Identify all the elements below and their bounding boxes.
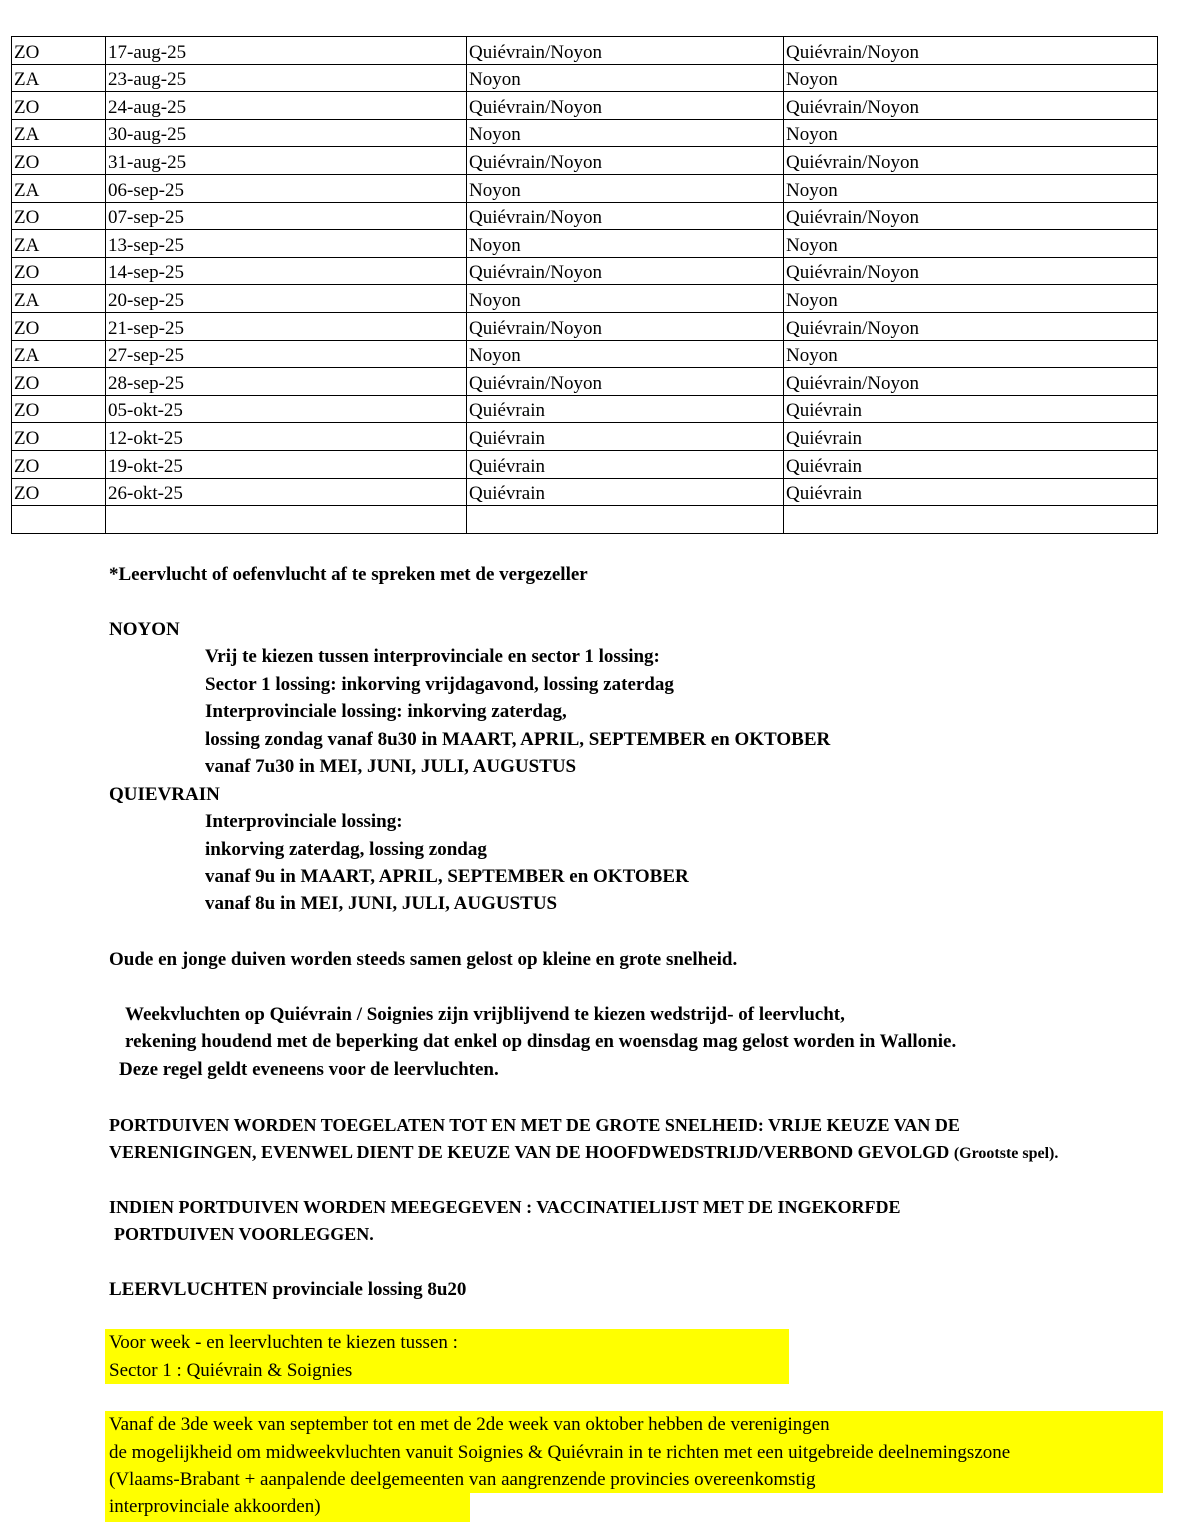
- cell-date: 20-sep-25: [106, 285, 467, 313]
- cell-date: 12-okt-25: [106, 423, 467, 451]
- cell-location-alt: Noyon: [784, 285, 1158, 313]
- cell-location-alt: Noyon: [784, 174, 1158, 202]
- same-release-note: Oude en jonge duiven worden steeds samen gelost op kleine en grote snelheid.: [109, 949, 738, 970]
- cell-day: ZO: [12, 423, 106, 451]
- cell-date: 14-sep-25: [106, 257, 467, 285]
- highlight-line: interprovinciale akkoorden): [109, 1496, 321, 1517]
- cell-location-alt: Quiévrain/Noyon: [784, 202, 1158, 230]
- cell-location: Noyon: [467, 230, 784, 258]
- table-row: [12, 312, 1158, 340]
- noyon-line: lossing zondag vanaf 8u30 in MAART, APRIL, SEPTEMBER en OKTOBER: [205, 729, 831, 750]
- quievrain-heading: QUIEVRAIN: [109, 784, 220, 805]
- noyon-line: vanaf 7u30 in MEI, JUNI, JULI, AUGUSTUS: [205, 756, 577, 777]
- cell-location-alt: Quiévrain/Noyon: [784, 147, 1158, 175]
- cell-day: ZO: [12, 257, 106, 285]
- vaccination-line: INDIEN PORTDUIVEN WORDEN MEEGEGEVEN : VACCINATIELIJST MET DE INGEKORFDE: [109, 1197, 901, 1217]
- schedule-table: [11, 36, 1158, 534]
- cell-location: Noyon: [467, 174, 784, 202]
- table-row: [12, 230, 1158, 258]
- quievrain-line: inkorving zaterdag, lossing zondag: [205, 839, 487, 860]
- table-row: [12, 423, 1158, 451]
- cell-date: 31-aug-25: [106, 147, 467, 175]
- cell-location: Noyon: [467, 285, 784, 313]
- cell-location-alt: Quiévrain/Noyon: [784, 257, 1158, 285]
- quievrain-line: vanaf 8u in MEI, JUNI, JULI, AUGUSTUS: [205, 893, 558, 914]
- weekflights-line: rekening houdend met de beperking dat enkel op dinsdag en woensdag mag gelost worden in Wallonie.: [125, 1031, 957, 1052]
- highlight-box-sector: [105, 1329, 789, 1384]
- portduiven-line-text: VERENIGINGEN, EVENWEL DIENT DE KEUZE VAN DE HOOFDWEDSTRIJD/VERBOND GEVOLGD: [109, 1142, 950, 1162]
- quievrain-line: Interprovinciale lossing:: [205, 811, 403, 832]
- leervluchten-note: [109, 1278, 466, 1302]
- cell-day: ZA: [12, 285, 106, 313]
- cell-day: ZO: [12, 478, 106, 506]
- cell-date: 19-okt-25: [106, 450, 467, 478]
- cell-date: [106, 506, 467, 534]
- highlight-line: Voor week - en leervluchten te kiezen tussen :: [109, 1332, 458, 1353]
- highlight-line: (Vlaams-Brabant + aanpalende deelgemeenten van aangrenzende provincies overeenkomstig: [109, 1469, 816, 1490]
- cell-location: Quiévrain/Noyon: [467, 368, 784, 396]
- cell-location: Quiévrain/Noyon: [467, 147, 784, 175]
- cell-date: 17-aug-25: [106, 37, 467, 65]
- cell-day: ZO: [12, 368, 106, 396]
- table-row: [12, 340, 1158, 368]
- table-row: [12, 395, 1158, 423]
- highlight-box-midweek-tail: [105, 1493, 470, 1522]
- table-row: [12, 257, 1158, 285]
- table-row: [12, 92, 1158, 120]
- cell-date: 27-sep-25: [106, 340, 467, 368]
- cell-date: 13-sep-25: [106, 230, 467, 258]
- cell-day: ZO: [12, 147, 106, 175]
- cell-date: 24-aug-25: [106, 92, 467, 120]
- cell-day: ZO: [12, 92, 106, 120]
- noyon-heading: NOYON: [109, 619, 180, 640]
- cell-location-alt: Noyon: [784, 340, 1158, 368]
- highlight-line: Vanaf de 3de week van september tot en met de 2de week van oktober hebben de verenigingen: [109, 1414, 830, 1435]
- table-row: [12, 368, 1158, 396]
- portduiven-line: PORTDUIVEN WORDEN TOEGELATEN TOT EN MET DE GROTE SNELHEID: VRIJE KEUZE VAN DE: [109, 1115, 960, 1135]
- cell-location-alt: Quiévrain: [784, 450, 1158, 478]
- cell-date: 30-aug-25: [106, 119, 467, 147]
- cell-location-alt: Quiévrain/Noyon: [784, 37, 1158, 65]
- vaccination-line: PORTDUIVEN VOORLEGGEN.: [114, 1224, 374, 1244]
- cell-location: [467, 506, 784, 534]
- portduiven-line: [109, 1140, 1058, 1166]
- cell-date: 23-aug-25: [106, 64, 467, 92]
- quievrain-line: vanaf 9u in MAART, APRIL, SEPTEMBER en OKTOBER: [205, 866, 689, 887]
- cell-day: ZO: [12, 312, 106, 340]
- cell-location: Quiévrain/Noyon: [467, 202, 784, 230]
- cell-location-alt: [784, 506, 1158, 534]
- cell-location-alt: Quiévrain/Noyon: [784, 92, 1158, 120]
- cell-date: 26-okt-25: [106, 478, 467, 506]
- portduiven-note: (Grootste spel).: [953, 1145, 1059, 1162]
- table-row: [12, 174, 1158, 202]
- cell-location: Quiévrain/Noyon: [467, 257, 784, 285]
- cell-location: Quiévrain/Noyon: [467, 312, 784, 340]
- cell-location: Quiévrain: [467, 423, 784, 451]
- cell-day: ZA: [12, 340, 106, 368]
- cell-date: 07-sep-25: [106, 202, 467, 230]
- cell-date: 28-sep-25: [106, 368, 467, 396]
- highlight-line: de mogelijkheid om midweekvluchten vanuit Soignies & Quiévrain in te richten met een uitgebreide deelnemingszone: [109, 1441, 1011, 1463]
- cell-location: Quiévrain: [467, 395, 784, 423]
- cell-location: Quiévrain: [467, 478, 784, 506]
- cell-location-alt: Quiévrain: [784, 423, 1158, 451]
- cell-location-alt: Noyon: [784, 119, 1158, 147]
- cell-location: Noyon: [467, 119, 784, 147]
- cell-location-alt: Noyon: [784, 64, 1158, 92]
- cell-day: ZO: [12, 450, 106, 478]
- noyon-line: Interprovinciale lossing: inkorving zaterdag,: [205, 701, 567, 722]
- cell-location: Quiévrain/Noyon: [467, 92, 784, 120]
- leervluchten-text: provinciale lossing 8u20: [272, 1279, 467, 1300]
- table-row: [12, 450, 1158, 478]
- cell-date: 21-sep-25: [106, 312, 467, 340]
- cell-day: ZA: [12, 174, 106, 202]
- leervluchten-label: LEERVLUCHTEN: [109, 1279, 268, 1300]
- weekflights-line: Deze regel geldt eveneens voor de leervluchten.: [119, 1059, 499, 1080]
- cell-location-alt: Quiévrain/Noyon: [784, 312, 1158, 340]
- highlight-line: Sector 1 : Quiévrain & Soignies: [109, 1359, 353, 1381]
- cell-location: Quiévrain: [467, 450, 784, 478]
- schedule-table-body: [12, 37, 1158, 534]
- noyon-line: Vrij te kiezen tussen interprovinciale en sector 1 lossing:: [205, 646, 660, 667]
- cell-day: ZO: [12, 395, 106, 423]
- cell-date: 05-okt-25: [106, 395, 467, 423]
- cell-day: ZA: [12, 230, 106, 258]
- table-row: [12, 285, 1158, 313]
- cell-date: 06-sep-25: [106, 174, 467, 202]
- cell-location: Noyon: [467, 340, 784, 368]
- table-row: [12, 478, 1158, 506]
- cell-day: ZA: [12, 119, 106, 147]
- cell-day: [12, 506, 106, 534]
- cell-location-alt: Quiévrain: [784, 395, 1158, 423]
- table-row: [12, 202, 1158, 230]
- highlight-box-midweek: [105, 1411, 1163, 1493]
- cell-location: Quiévrain/Noyon: [467, 37, 784, 65]
- weekflights-line: Weekvluchten op Quiévrain / Soignies zijn vrijblijvend te kiezen wedstrijd- of leervlucht,: [125, 1004, 845, 1025]
- table-row: [12, 64, 1158, 92]
- cell-location: Noyon: [467, 64, 784, 92]
- cell-day: ZO: [12, 37, 106, 65]
- cell-location-alt: Quiévrain: [784, 478, 1158, 506]
- cell-day: ZO: [12, 202, 106, 230]
- table-row: [12, 37, 1158, 65]
- table-row: [12, 147, 1158, 175]
- cell-day: ZA: [12, 64, 106, 92]
- noyon-line: Sector 1 lossing: inkorving vrijdagavond, lossing zaterdag: [205, 674, 674, 695]
- footnote: *Leervlucht of oefenvlucht af te spreken met de vergezeller: [109, 564, 588, 585]
- cell-location-alt: Noyon: [784, 230, 1158, 258]
- table-row: [12, 119, 1158, 147]
- cell-location-alt: Quiévrain/Noyon: [784, 368, 1158, 396]
- table-row: [12, 506, 1158, 534]
